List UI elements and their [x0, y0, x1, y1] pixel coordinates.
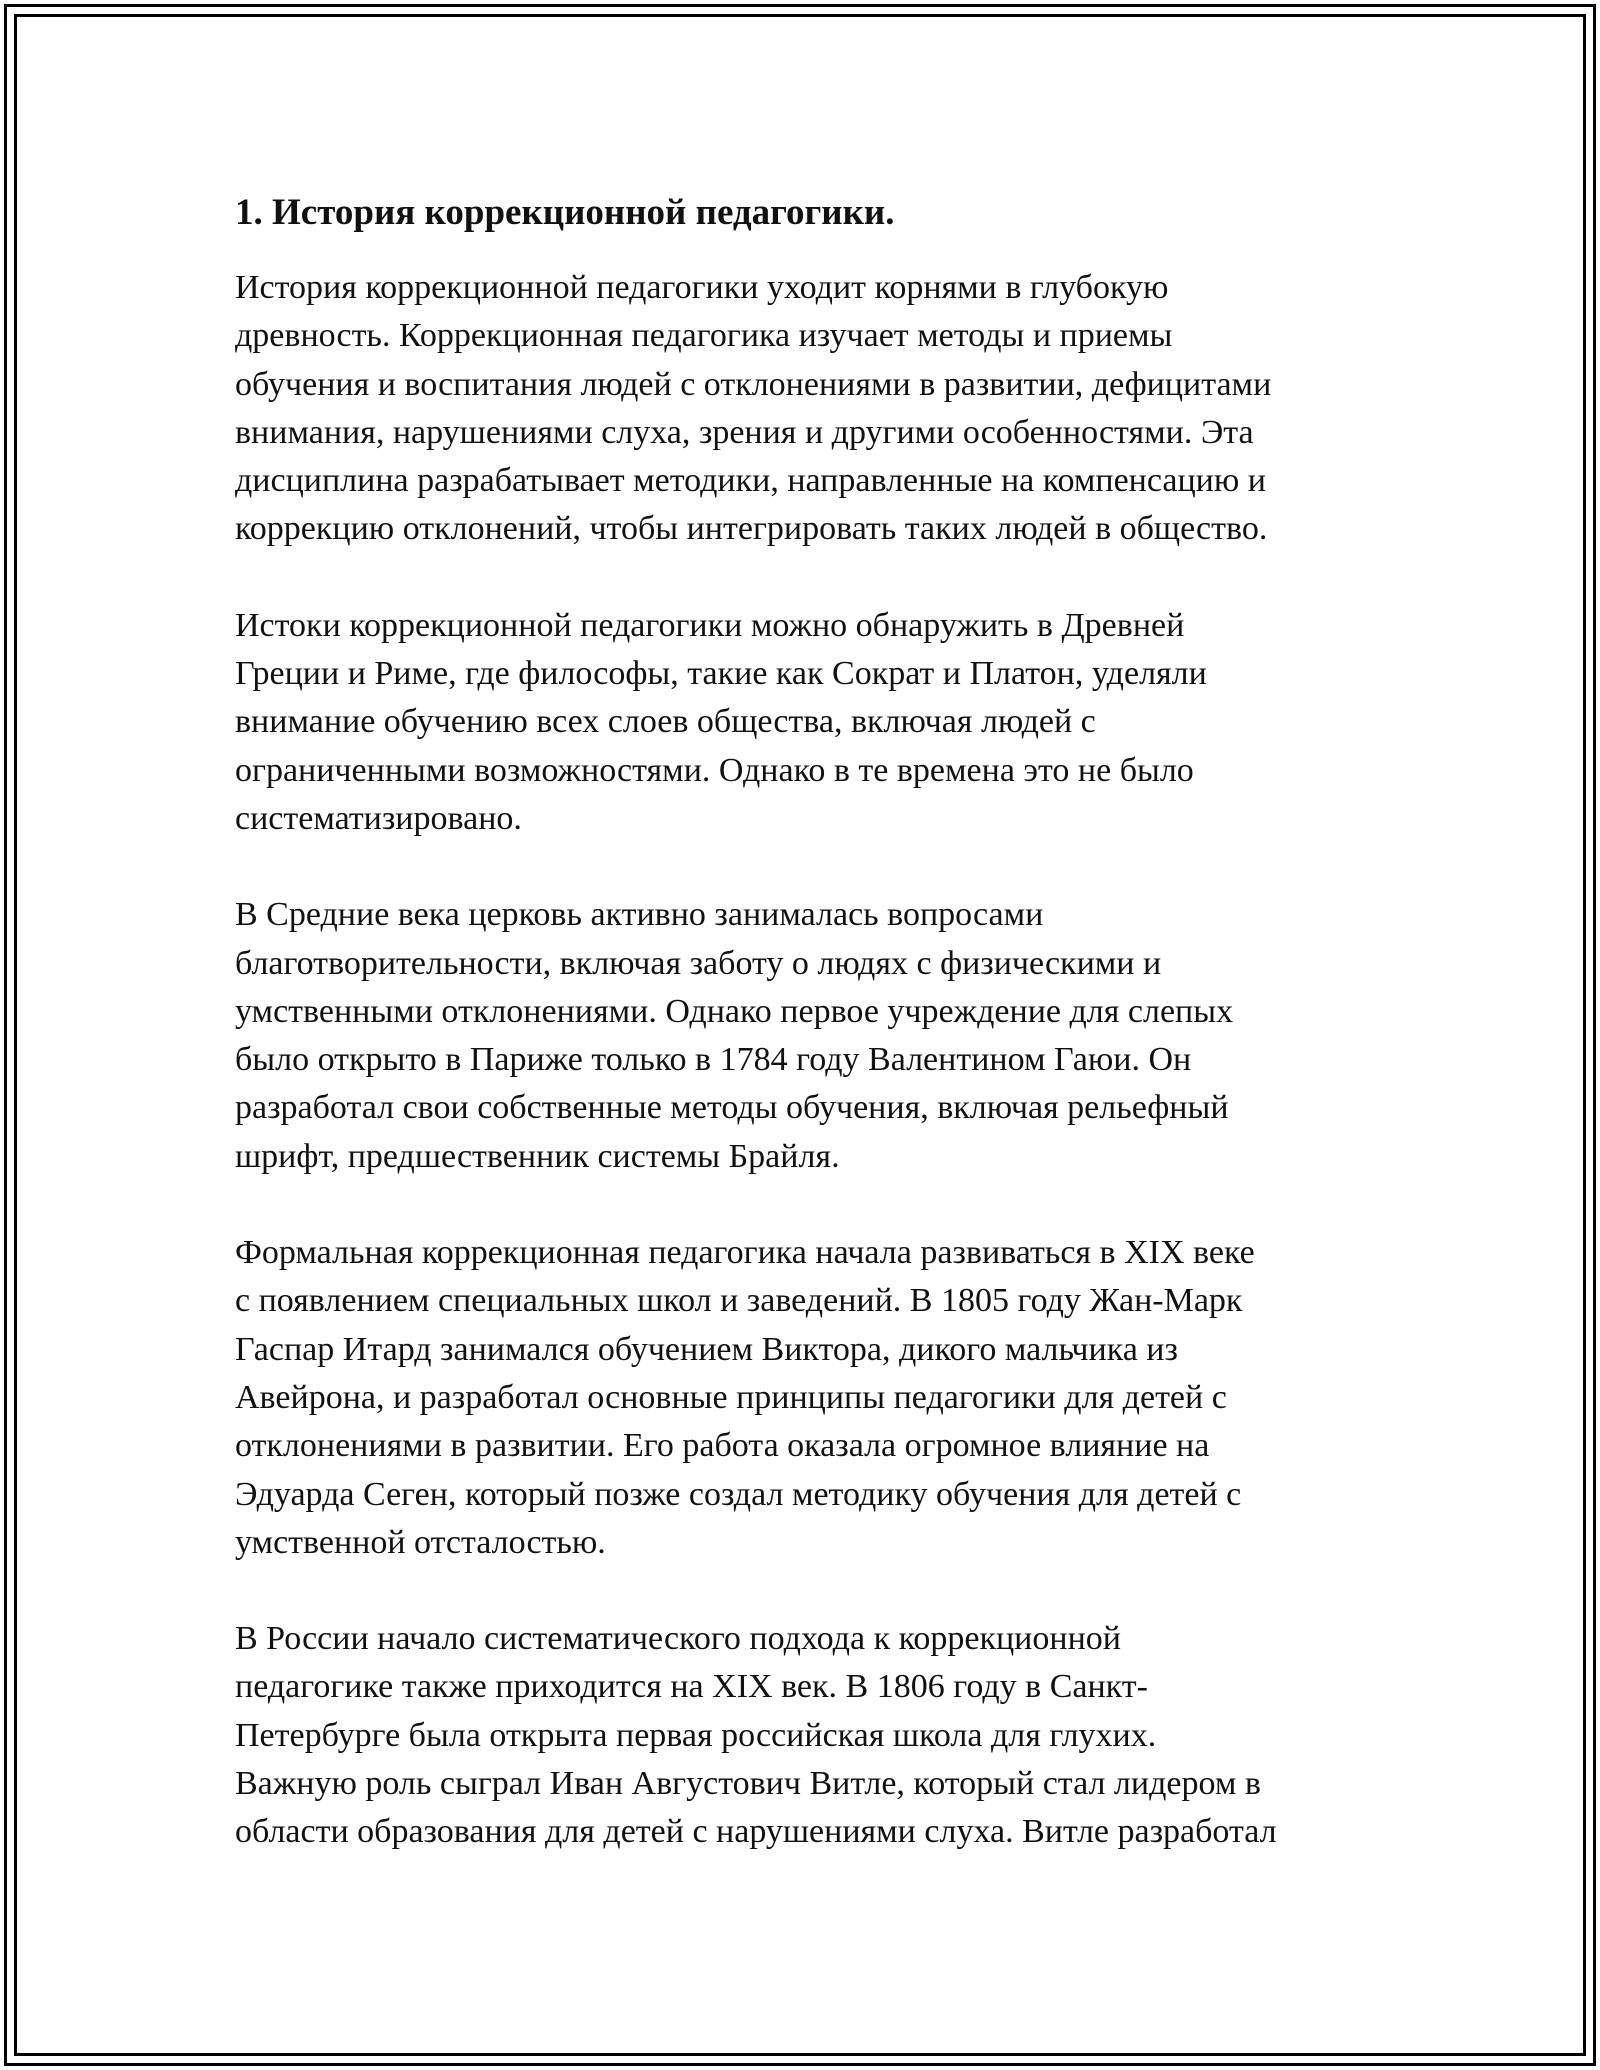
document-body: [235, 188, 1365, 1905]
text-line: отклонениями в развитии. Его работа оказала огромное влияние на: [235, 1427, 1210, 1465]
text-line: Гаспар Итард занимался обучением Виктора, дикого мальчика из: [235, 1330, 1178, 1368]
text-line: ограниченными возможностями. Однако в те времена это не было: [235, 751, 1194, 789]
section-heading: 1. История коррекционной педагогики.: [235, 192, 895, 233]
text-line: дисциплина разрабатывает методики, направленные на компенсацию и: [235, 462, 1266, 500]
text-line: области образования для детей с нарушениями слуха. Витле разработал: [235, 1813, 1277, 1851]
text-line: История коррекционной педагогики уходит корнями в глубокую: [235, 269, 1169, 306]
paragraph: [235, 602, 1365, 843]
text-line: было открыто в Париже только в 1784 году Валентином Гаюи. Он: [235, 1041, 1192, 1079]
text-line: Греции и Риме, где философы, такие как Сократ и Платон, уделяли: [235, 655, 1207, 693]
text-line: Авейрона, и разработал основные принципы педагогики для детей с: [235, 1378, 1227, 1416]
text-line: внимания, нарушениями слуха, зрения и другими особенностями. Эта: [235, 413, 1254, 451]
text-line: разработал свои собственные методы обучения, включая рельефный: [235, 1089, 1229, 1127]
paragraph: [235, 891, 1365, 1181]
text-line: древность. Коррекционная педагогика изучает методы и приемы: [235, 317, 1173, 355]
text-line: В Средние века церковь активно занималась вопросами: [235, 896, 1044, 934]
text-line: умственными отклонениями. Однако первое учреждение для слепых: [235, 992, 1234, 1030]
text-line: систематизировано.: [235, 799, 522, 837]
text-line: Петербурге была открыта первая российская школа для глухих.: [235, 1716, 1157, 1754]
paragraph: [235, 264, 1365, 554]
paragraph: [235, 1615, 1365, 1856]
text-line: обучения и воспитания людей с отклонениями в развитии, дефицитами: [235, 365, 1272, 403]
text-line: шрифт, предшественник системы Брайля.: [235, 1137, 840, 1175]
text-line: В России начало систематического подхода к коррекционной: [235, 1620, 1121, 1658]
text-line: Формальная коррекционная педагогика начала развиваться в XIX веке: [235, 1234, 1255, 1272]
paragraph: [235, 1229, 1365, 1567]
text-line: благотворительности, включая заботу о людях с физическими и: [235, 944, 1162, 982]
text-line: внимание обучению всех слоев общества, включая людей с: [235, 703, 1096, 741]
text-line: коррекцию отклонений, чтобы интегрировать таких людей в общество.: [235, 510, 1268, 548]
text-line: Эдуарда Сеген, который позже создал методику обучения для детей с: [235, 1475, 1242, 1513]
text-line: Истоки коррекционной педагогики можно обнаружить в Древней: [235, 606, 1185, 644]
text-line: умственной отсталостью.: [235, 1523, 606, 1561]
text-line: с появлением специальных школ и заведений. В 1805 году Жан-Марк: [235, 1282, 1243, 1320]
text-line: педагогике также приходится на XIX век. В 1806 году в Санкт-: [235, 1668, 1148, 1706]
text-line: Важную роль сыграл Иван Августович Витле, который стал лидером в: [235, 1765, 1261, 1803]
